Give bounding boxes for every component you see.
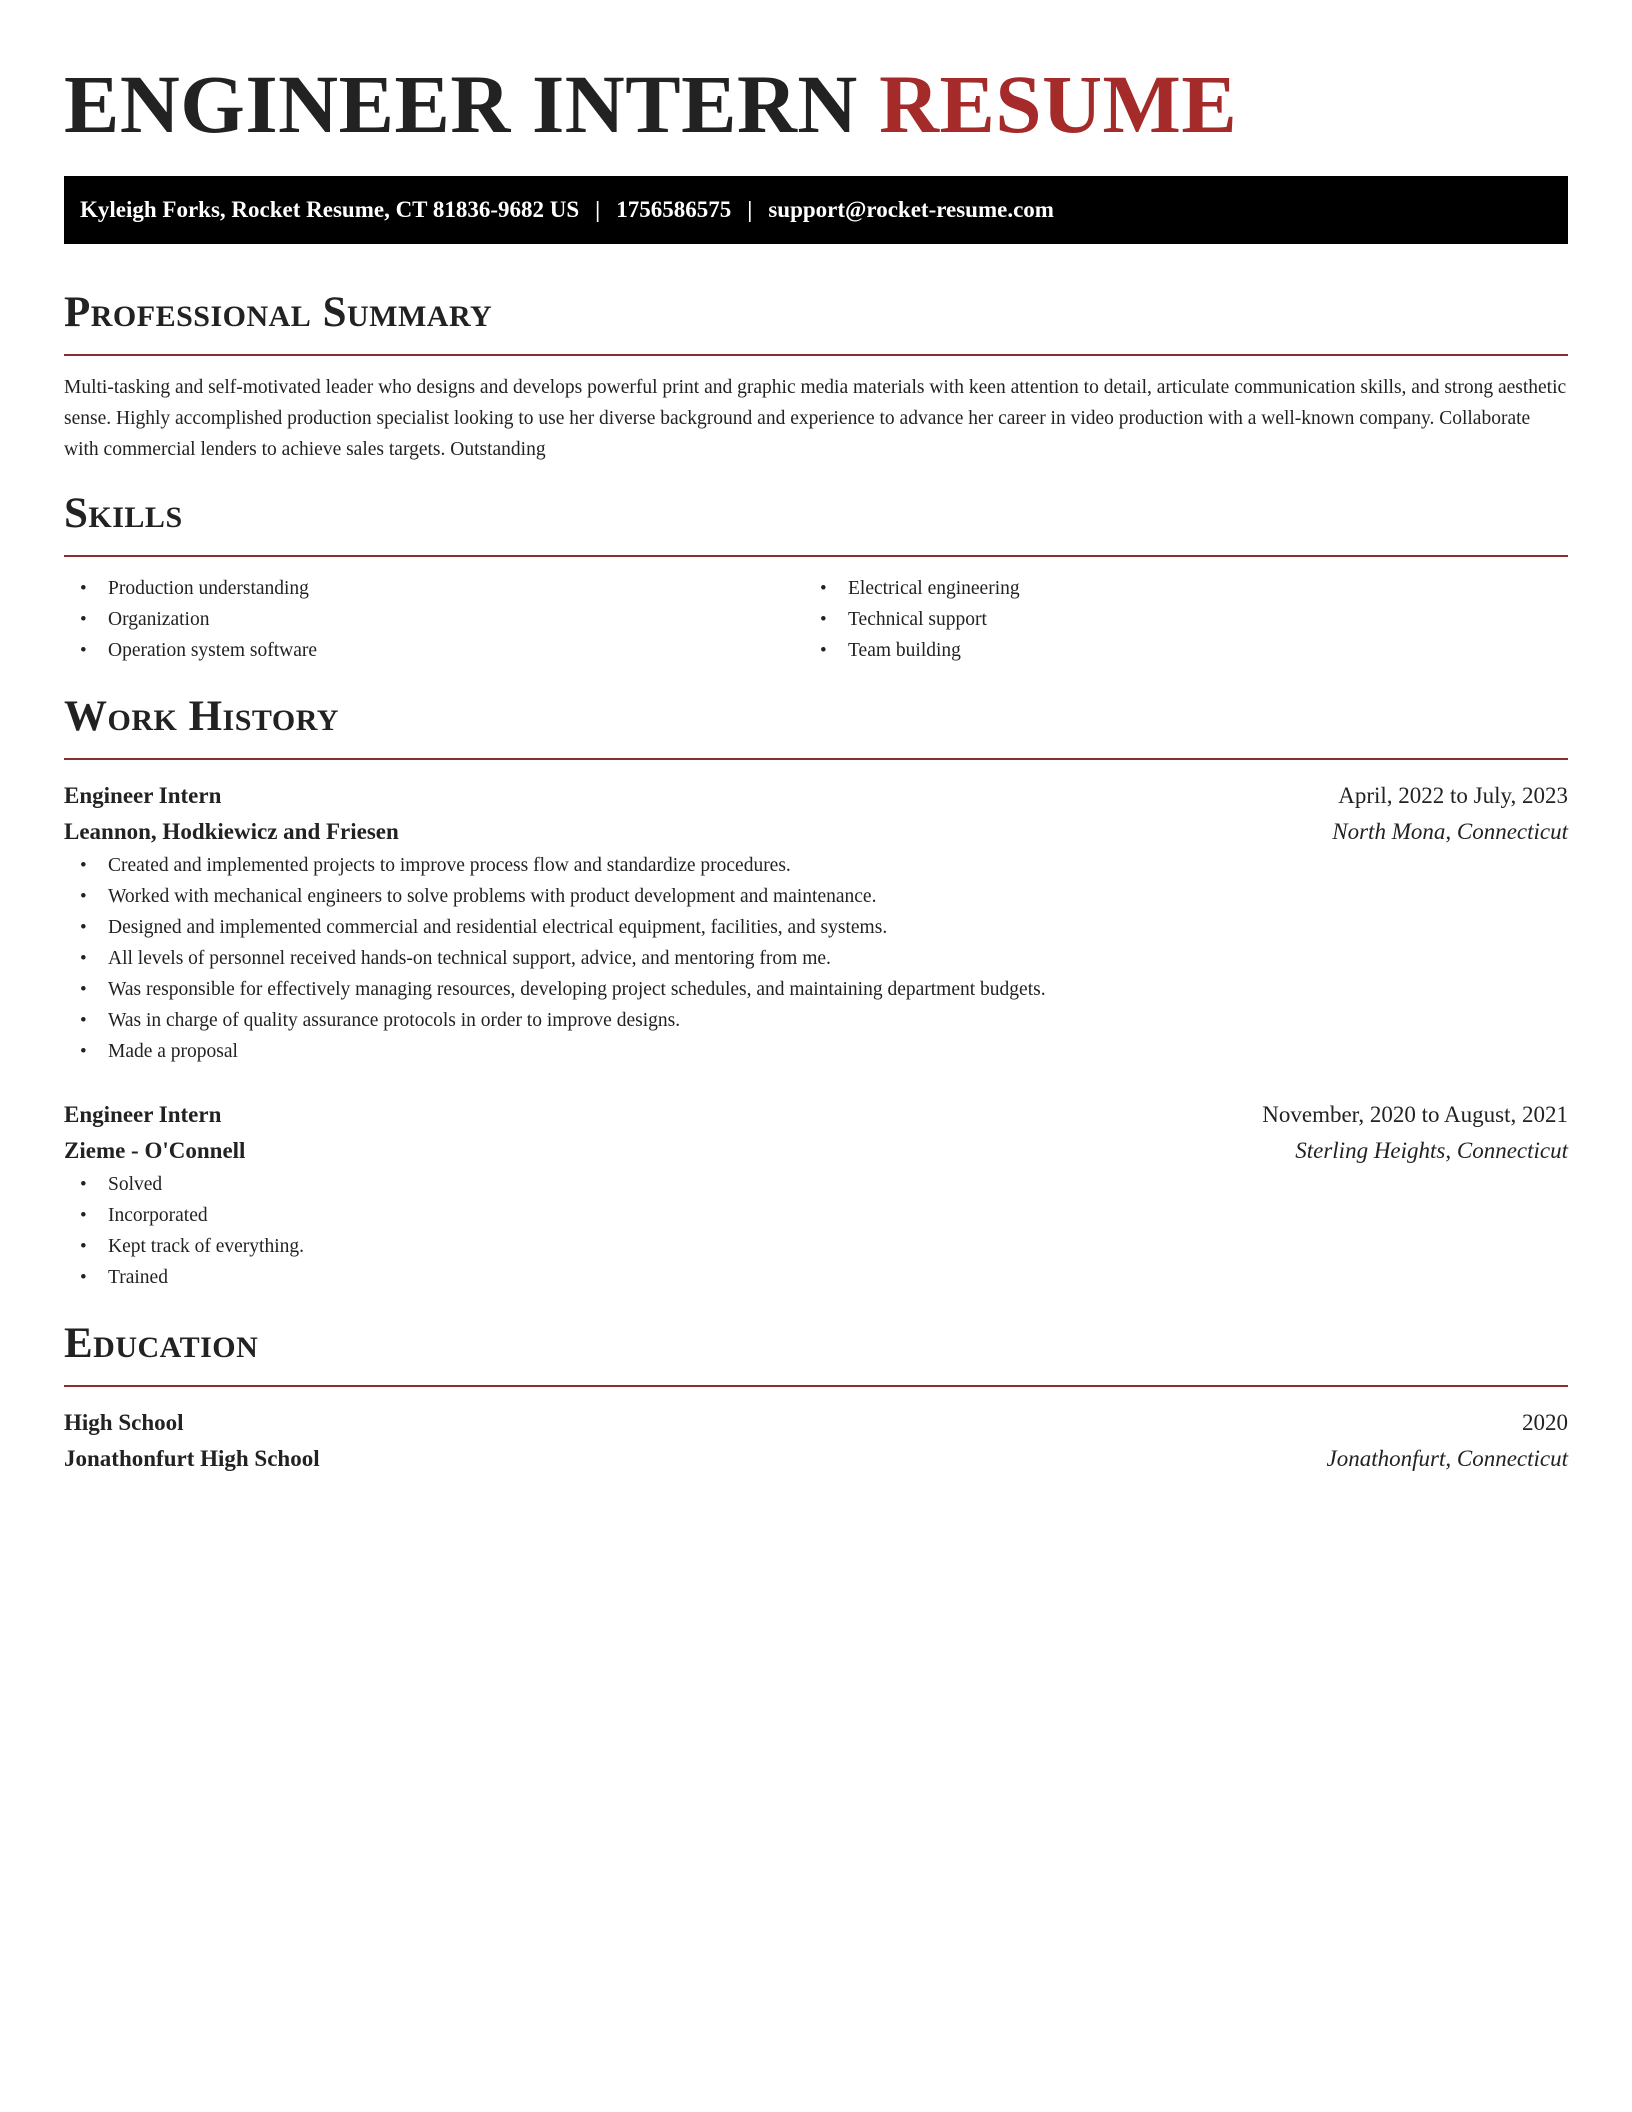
resume-title: [64, 0, 1568, 154]
education-school: Jonathonfurt High School: [64, 1446, 320, 1471]
section-divider: [64, 354, 1568, 356]
contact-phone: 1756586575: [616, 197, 732, 222]
skill-item: • Electrical engineering: [804, 573, 1544, 604]
section-divider: [64, 758, 1568, 760]
title-accent: RESUME: [879, 58, 1238, 150]
education-school-row: [64, 1441, 1568, 1477]
contact-separator: |: [595, 197, 601, 222]
job-bullet: • Worked with mechanical engineers to solve problems with product development and maintenance.: [64, 881, 1568, 912]
job-bullet: • Incorporated: [64, 1200, 1568, 1231]
job-bullet: • All levels of personnel received hands-on technical support, advice, and mentoring from me.: [64, 943, 1568, 974]
skill-item: • Team building: [804, 635, 1544, 666]
job-entry: [64, 778, 1568, 1067]
job-bullet: • Designed and implemented commercial and residential electrical equipment, facilities, and systems.: [64, 912, 1568, 943]
job-title: Engineer Intern: [64, 1102, 222, 1127]
job-bullet: • Created and implemented projects to improve process flow and standardize procedures.: [64, 850, 1568, 881]
job-bullet: • Solved: [64, 1169, 1568, 1200]
job-bullets: [64, 850, 1568, 1067]
resume-page: [64, 0, 1568, 1477]
education-header-row: [64, 1405, 1568, 1441]
job-title: Engineer Intern: [64, 783, 222, 808]
job-bullet: • Was responsible for effectively managing resources, developing project schedules, and maintaining department budgets.: [64, 974, 1568, 1005]
job-dates: April, 2022 to July, 2023: [1338, 783, 1568, 808]
skill-item: • Technical support: [804, 604, 1544, 635]
job-bullet: • Trained: [64, 1262, 1568, 1293]
skills-heading: Skills: [64, 490, 183, 537]
section-divider: [64, 1385, 1568, 1387]
section-divider: [64, 555, 1568, 557]
education-degree: High School: [64, 1410, 184, 1435]
education-entry: [64, 1405, 1568, 1477]
job-dates: November, 2020 to August, 2021: [1262, 1102, 1568, 1127]
skill-item: • Organization: [64, 604, 804, 635]
job-bullet: • Was in charge of quality assurance protocols in order to improve designs.: [64, 1005, 1568, 1036]
work-history-heading: Work History: [64, 693, 339, 740]
skills-list: [64, 573, 1568, 666]
skill-item: • Production understanding: [64, 573, 804, 604]
job-company-row: [64, 814, 1568, 850]
summary-text: Multi-tasking and self-motivated leader who designs and develops powerful print and graphic media materials with keen attention to detail, articulate communication skills, and strong aesthetic sense. Highly accomplished production specialist looking to use her diverse background and experience to advance her career in video production with a well-known company. Collaborate with commercial lenders to achieve sales targets. Outstanding: [64, 377, 1567, 460]
contact-bar: [64, 176, 1568, 244]
job-company: Zieme - O'Connell: [64, 1138, 246, 1163]
title-main: ENGINEER INTERN: [64, 58, 858, 150]
education-heading: Education: [64, 1320, 259, 1367]
job-bullets: [64, 1169, 1568, 1293]
job-header-row: [64, 778, 1568, 814]
skill-item: • Operation system software: [64, 635, 804, 666]
contact-address: Kyleigh Forks, Rocket Resume, CT 81836-9682 US: [80, 197, 580, 222]
job-company: Leannon, Hodkiewicz and Friesen: [64, 819, 399, 844]
summary-heading: Professional Summary: [64, 289, 493, 336]
education-year: 2020: [1522, 1410, 1568, 1435]
skills-column-right: [804, 573, 1544, 666]
job-entry: [64, 1097, 1568, 1293]
job-bullet: • Made a proposal: [64, 1036, 1568, 1067]
job-location: Sterling Heights, Connecticut: [1295, 1138, 1568, 1163]
job-company-row: [64, 1133, 1568, 1169]
contact-separator: |: [747, 197, 753, 222]
skills-column-left: [64, 573, 804, 666]
job-header-row: [64, 1097, 1568, 1133]
job-location: North Mona, Connecticut: [1332, 819, 1568, 844]
job-bullet: • Kept track of everything.: [64, 1231, 1568, 1262]
education-location: Jonathonfurt, Connecticut: [1326, 1446, 1568, 1471]
contact-email: support@rocket-resume.com: [768, 197, 1054, 222]
